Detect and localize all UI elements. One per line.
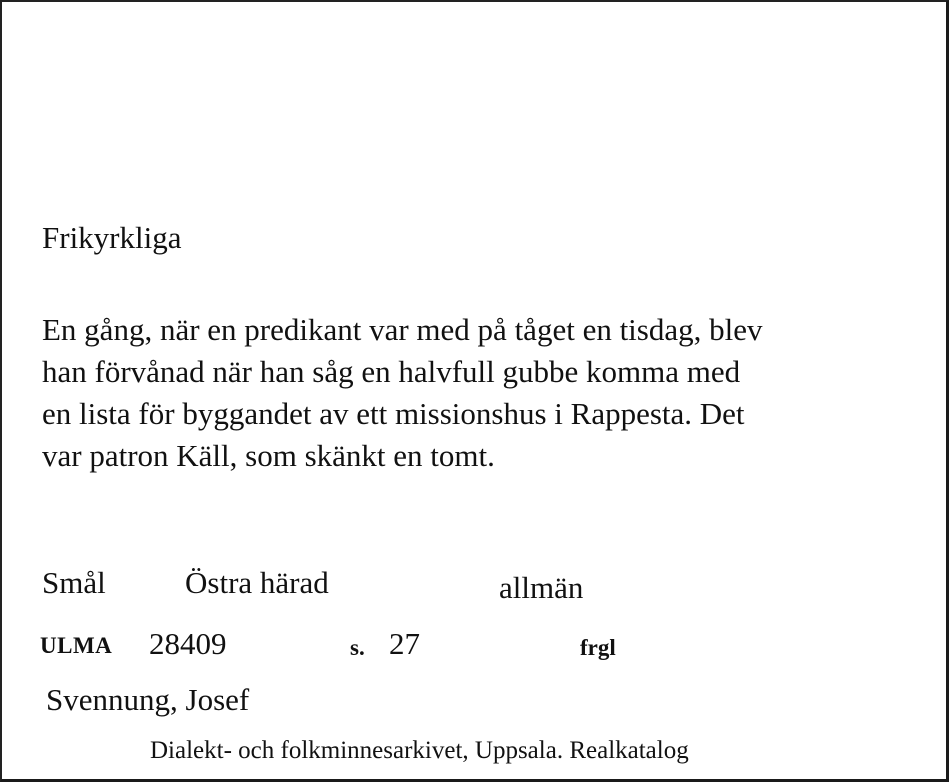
body-line: var patron Käll, som skänkt en tomt.	[42, 438, 495, 473]
card-heading: Frikyrkliga	[42, 220, 182, 255]
harad-label: Östra härad	[185, 565, 329, 600]
body-line: han förvånad när han såg en halvfull gubbe komma med	[42, 354, 741, 389]
landskap-label: Smål	[42, 565, 106, 600]
accession-number: 28409	[149, 626, 227, 661]
subject-code: frgl	[580, 635, 616, 660]
page-label: s.	[350, 635, 365, 660]
archive-footer: Dialekt- och folkminnesarkivet, Uppsala. Realkatalog	[150, 737, 689, 764]
body-line: En gång, när en predikant var med på tåget en tisdag, blev	[42, 312, 763, 347]
informant-name: Svennung, Josef	[46, 682, 250, 717]
body-line: en lista för byggandet av ett missionshus i Rappesta. Det	[42, 396, 745, 431]
archive-code: ULMA	[40, 633, 113, 658]
category-label: allmän	[499, 570, 584, 605]
card-body-text	[42, 309, 922, 477]
page-number: 27	[389, 626, 420, 661]
